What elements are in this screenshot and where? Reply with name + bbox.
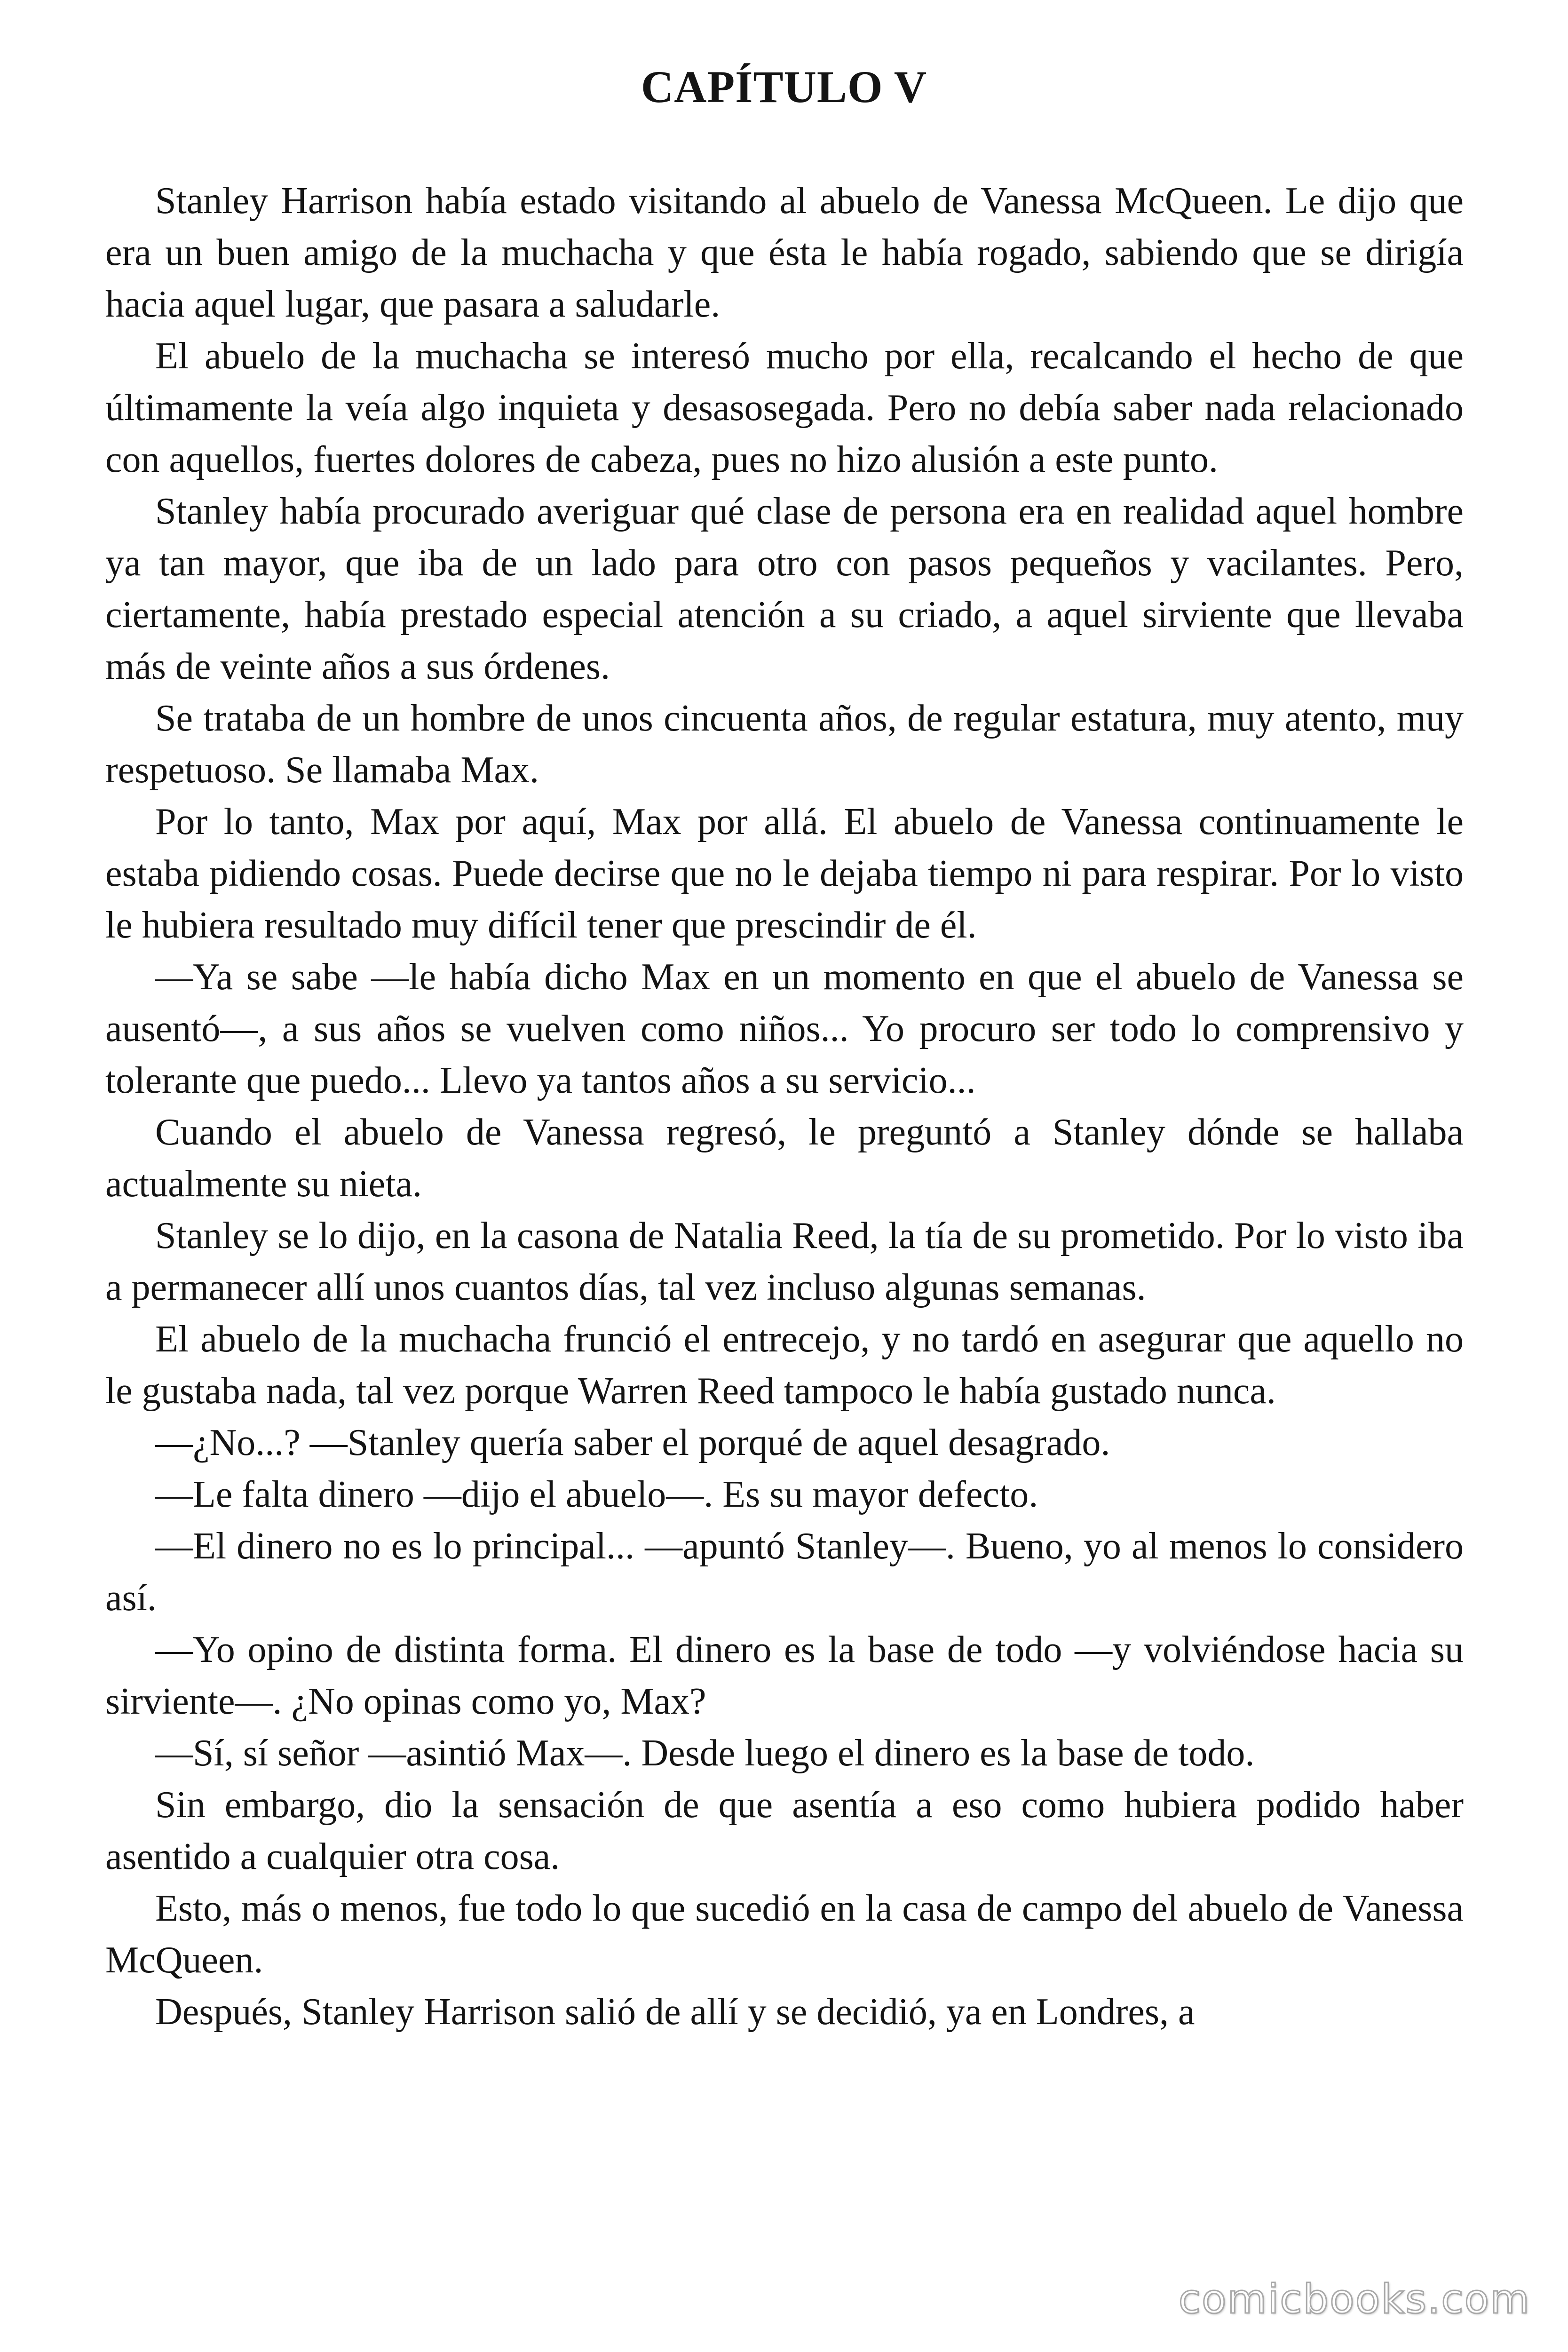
paragraph: —Ya se sabe —le había dicho Max en un momento en que el abuelo de Vanessa se ausentó—, a sus años se vuelven como niños... Yo procuro ser todo lo comprensivo y tolerante que puedo... Llevo ya tantos años a su servicio...	[105, 956, 1464, 1101]
paragraph: —¿No...? —Stanley quería saber el porqué de aquel desagrado.	[155, 1422, 1110, 1463]
paragraph: —El dinero no es lo principal... —apuntó Stanley—. Bueno, yo al menos lo considero así.	[105, 1526, 1464, 1619]
paragraph: Stanley Harrison había estado visitando al abuelo de Vanessa McQueen. Le dijo que era un buen amigo de la muchacha y que ésta le había rogado, sabiendo que se dirigía hacia aquel lugar, que pasara a saludarle.	[105, 180, 1464, 325]
chapter-body	[105, 175, 1464, 2038]
paragraph: Esto, más o menos, fue todo lo que sucedió en la casa de campo del abuelo de Vanessa McQueen.	[105, 1888, 1464, 1981]
watermark: comicbooks.com	[1178, 2276, 1530, 2323]
paragraph: Después, Stanley Harrison salió de allí y se decidió, ya en Londres, a	[155, 1991, 1195, 2033]
paragraph: El abuelo de la muchacha se interesó mucho por ella, recalcando el hecho de que últimamente la veía algo inquieta y desasosegada. Pero no debía saber nada relacionado con aquellos, fuertes dolores de cabeza, pues no hizo alusión a este punto.	[105, 335, 1464, 480]
paragraph: Por lo tanto, Max por aquí, Max por allá. El abuelo de Vanessa continuamente le estaba pidiendo cosas. Puede decirse que no le dejaba tiempo ni para respirar. Por lo visto le hubiera resultado muy difícil tener que prescindir de él.	[105, 801, 1464, 946]
paragraph: —Le falta dinero —dijo el abuelo—. Es su mayor defecto.	[155, 1474, 1038, 1515]
paragraph: Sin embargo, dio la sensación de que asentía a eso como hubiera podido haber asentido a cualquier otra cosa.	[105, 1784, 1464, 1877]
paragraph: El abuelo de la muchacha frunció el entrecejo, y no tardó en asegurar que aquello no le gustaba nada, tal vez porque Warren Reed tampoco le había gustado nunca.	[105, 1319, 1464, 1412]
paragraph: Stanley había procurado averiguar qué clase de persona era en realidad aquel hombre ya tan mayor, que iba de un lado para otro con pasos pequeños y vacilantes. Pero, ciertamente, había prestado especial atención a su criado, a aquel sirviente que llevaba más de veinte años a sus órdenes.	[105, 491, 1464, 687]
paragraph: Cuando el abuelo de Vanessa regresó, le preguntó a Stanley dónde se hallaba actualmente su nieta.	[105, 1112, 1464, 1205]
paragraph: —Sí, sí señor —asintió Max—. Desde luego el dinero es la base de todo.	[155, 1732, 1255, 1774]
paragraph: —Yo opino de distinta forma. El dinero es la base de todo —y volviéndose hacia su sirviente—. ¿No opinas como yo, Max?	[105, 1629, 1464, 1722]
paragraph: Se trataba de un hombre de unos cincuenta años, de regular estatura, muy atento, muy respetuoso. Se llamaba Max.	[105, 698, 1464, 791]
chapter-title: CAPÍTULO V	[641, 62, 927, 112]
paragraph: Stanley se lo dijo, en la casona de Natalia Reed, la tía de su prometido. Por lo visto iba a permanecer allí unos cuantos días, tal vez incluso algunas semanas.	[105, 1215, 1464, 1308]
